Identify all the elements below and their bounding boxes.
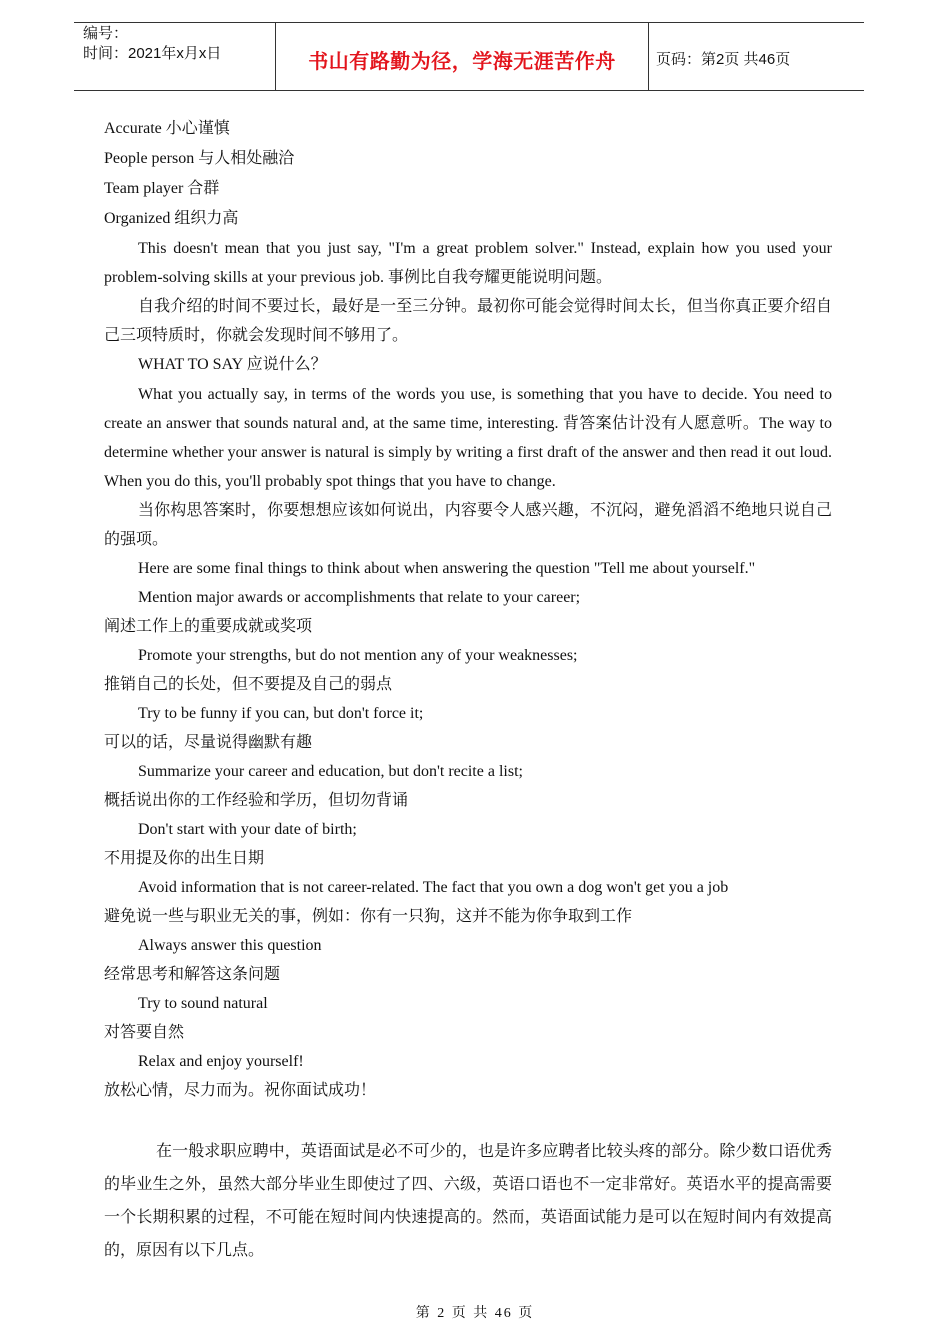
tip-english: Summarize your career and education, but don't recite a list; — [138, 763, 523, 780]
tip-chinese: 可以的话，尽量说得幽默有趣 — [104, 734, 313, 751]
tip-chinese: 推销自己的长处，但不要提及自己的弱点 — [104, 676, 393, 693]
header-page-info: 页码：第2页 共46页 — [656, 51, 791, 68]
tip-chinese: 不用提及你的出生日期 — [104, 850, 265, 867]
header-top-rule — [74, 22, 864, 23]
paragraph: What you actually say, in terms of the words you use, is something that you have to decide. You need to create an answer that sounds natural and, at the same time, interesting. 背答案估计没有人愿意听。The way to determine whether your answer is natural is simply by writing a first draft of the answer and then read it out loud. When you do this, you'll probably spot things that you have to change. — [104, 386, 832, 490]
tip-english: Don't start with your date of birth; — [138, 821, 357, 838]
tip-chinese: 对答要自然 — [104, 1024, 185, 1041]
page-footer: 第 2 页 共 46 页 — [415, 1306, 535, 1321]
closing-paragraph: 在一般求职应聘中，英语面试是必不可少的，也是许多应聘者比较头疼的部分。除少数口语优秀的毕业生之外，虽然大部分毕业生即使过了四、六级，英语口语也不一定非常好。英语水平的提高需要一个长期积累的过程，不可能在短时间内快速提高的。然而，英语面试能力是可以在短时间内有效提高的，原因有以下几点。 — [104, 1143, 832, 1259]
document-number-label: 编号： — [83, 25, 129, 42]
document-time-label: 时间：2021年x月x日 — [83, 45, 222, 62]
section-heading: WHAT TO SAY 应说什么？ — [138, 356, 327, 373]
tip-english: Mention major awards or accomplishments that relate to your career; — [138, 589, 581, 606]
tip-chinese: 放松心情，尽力而为。祝你面试成功！ — [104, 1082, 377, 1099]
paragraph: 自我介绍的时间不要过长，最好是一至三分钟。最初你可能会觉得时间太长，但当你真正要介绍自己三项特质时，你就会发现时间不够用了。 — [104, 298, 832, 344]
tip-english: Relax and enjoy yourself! — [138, 1053, 304, 1070]
tip-english: Try to be funny if you can, but don't force it; — [138, 705, 424, 722]
header-divider-right — [648, 22, 649, 90]
header-meta — [83, 24, 221, 64]
paragraph: This doesn't mean that you just say, "I'm a great problem solver." Instead, explain how you used your problem-solving skills at your previous job. 事例比自我夸耀更能说明问题。 — [104, 240, 832, 286]
tip-english: Promote your strengths, but do not mention any of your weaknesses; — [138, 647, 578, 664]
paragraph: 当你构思答案时，你要想想应该如何说出，内容要令人感兴趣，不沉闷，避免滔滔不绝地只说自己的强项。 — [104, 502, 832, 548]
tip-english: Try to sound natural — [138, 995, 268, 1012]
header-motto: 书山有路勤为径，学海无涯苦作舟 — [308, 49, 616, 73]
list-item: People person 与人相处融洽 — [104, 150, 295, 167]
tip-english: Always answer this question — [138, 937, 322, 954]
list-item: Organized 组织力高 — [104, 210, 239, 227]
list-item: Team player 合群 — [104, 180, 220, 197]
header-bottom-rule — [74, 90, 864, 91]
tip-english: Avoid information that is not career-related. The fact that you own a dog won't get you a job — [138, 879, 729, 896]
tip-chinese: 避免说一些与职业无关的事，例如：你有一只狗，这并不能为你争取到工作 — [104, 908, 633, 925]
paragraph: Here are some final things to think about when answering the question "Tell me about yourself." — [138, 560, 756, 577]
spacer — [104, 1105, 832, 1135]
tip-chinese: 阐述工作上的重要成就或奖项 — [104, 618, 313, 635]
document-body — [104, 114, 832, 1267]
tip-chinese: 经常思考和解答这条问题 — [104, 966, 281, 983]
tip-chinese: 概括说出你的工作经验和学历，但切勿背诵 — [104, 792, 409, 809]
list-item: Accurate 小心谨慎 — [104, 120, 230, 137]
